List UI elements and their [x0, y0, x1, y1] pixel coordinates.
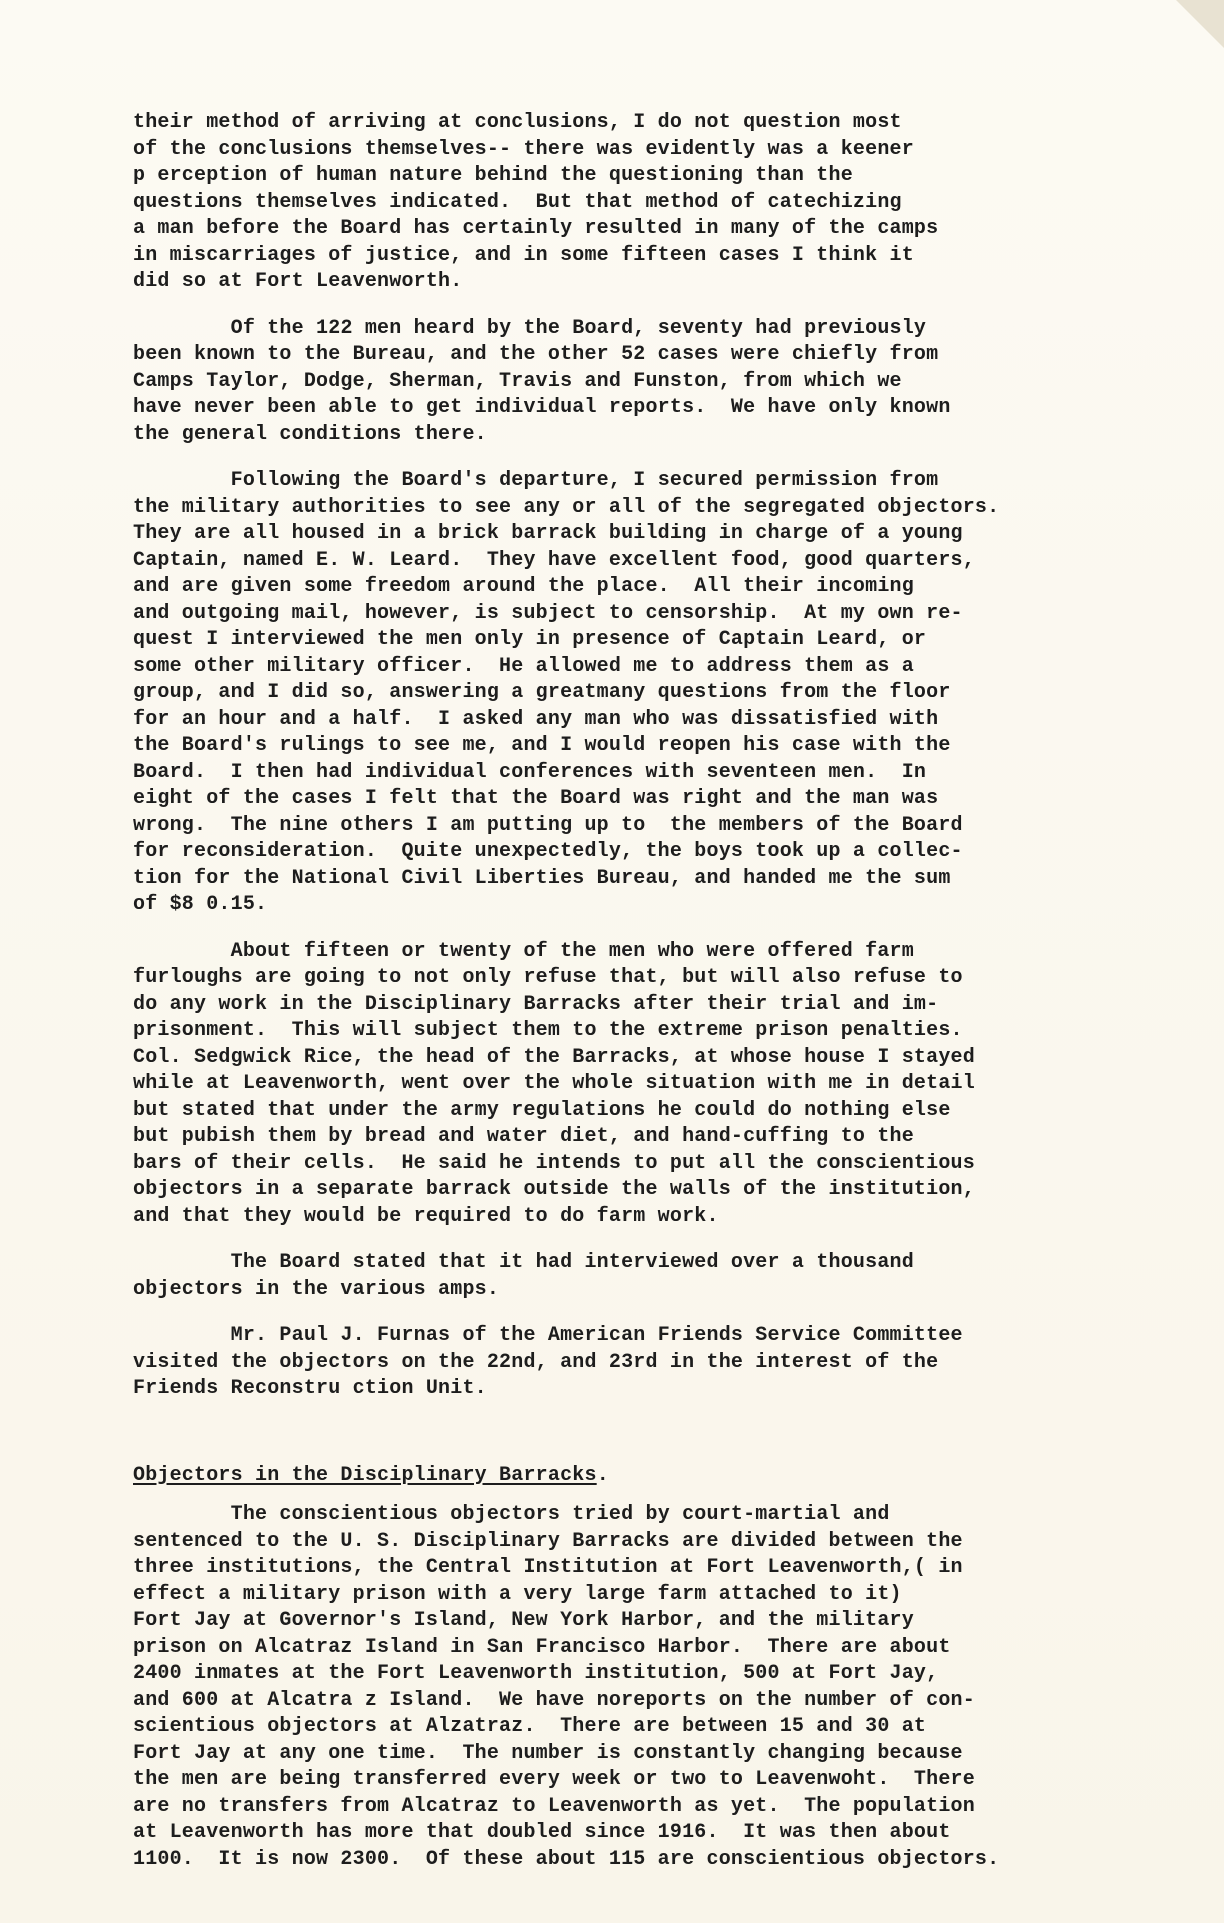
paragraph-conclusions: their method of arriving at conclusions, I do not question most of the conclusions themselves-- there was evidently was a keener p erception of human nature behind the questioning than the questions themselves indicated. But that method of catechizing a man before the Board has certainly resulted in many of the camps in miscarriages of justice, and in some fifteen cases I think it did so at Fort Leavenworth. [133, 111, 939, 293]
paragraph-furnas-visit: Mr. Paul J. Furnas of the American Friends Service Committee visited the objectors on the 22nd, and 23rd in the interest of the Friends Reconstru ction Unit. [133, 1324, 963, 1400]
section-heading-period: . [596, 1463, 609, 1487]
paragraph-board-departure: Following the Board's departure, I secured permission from the military authorities to see any or all of the segregated objectors. They are all housed in a brick barrack building in charge of a young Captain, named E. W. Leard. They have excellent food, good quarters, and are given some freedom around the place. All their incoming and outgoing mail, however, is subject to censorship. At my own re- quest I interviewed the men only in presence of Captain Leard, or some other military officer. He allowed me to address them as a group, and I did so, answering a greatmany questions from the floor for an hour and a half. I asked any man who was dissatisfied with the Board's rulings to see me, and I would reopen his case with the Board. I then had individual conferences with seventeen men. In eight of the cases I felt that the Board was right and the man was wrong. The nine others I am putting up to the members of the Board for reconsideration. Quite unexpectedly, the boys took up a collec- tion for the National Civil Liberties Bureau, and handed me the sum of $8 0.15. [133, 469, 1000, 916]
document-body [133, 110, 1183, 1873]
page-corner [1176, 0, 1224, 48]
paragraph-farm-furloughs: About fifteen or twenty of the men who were offered farm furloughs are going to not only refuse that, but will also refuse to do any work in the Disciplinary Barracks after their trial and im- prisonment. This will subject them to the extreme prison penalties. Col. Sedgwick Rice, the head of the Barracks, at whose house I stayed while at Leavenworth, went over the whole situation with me in detail but stated that under the army regulations he could do nothing else but pubish them by bread and water diet, and hand-cuffing to the bars of their cells. He said he intends to put all the conscientious objectors in a separate barrack outside the walls of the institution, and that they would be required to do farm work. [133, 939, 975, 1228]
paragraph-men-heard: Of the 122 men heard by the Board, seventy had previously been known to the Bureau, and the other 52 cases were chiefly from Camps Taylor, Dodge, Sherman, Travis and Funston, from which we have never been able to get individual reports. We have only known the general conditions there. [133, 316, 951, 446]
section-heading-text: Objectors in the Disciplinary Barracks [133, 1463, 597, 1487]
paragraph-board-interviews: The Board stated that it had interviewed over a thousand objectors in the various amps. [133, 1251, 914, 1301]
section-heading [133, 1463, 609, 1490]
paragraph-disciplinary-barracks: The conscientious objectors tried by court-martial and sentenced to the U. S. Disciplinary Barracks are divided between the three institutions, the Central Institution at Fort Leavenworth,( in effect a military prison with a very large farm attached to it) Fort Jay at Governor's Island, New York Harbor, and the military prison on Alcatraz Island in San Francisco Harbor. There are about 2400 inmates at the Fort Leavenworth institution, 500 at Fort Jay, and 600 at Alcatra z Island. We have noreports on the number of con- scientious objectors at Alzatraz. There are between 15 and 30 at Fort Jay at any one time. The number is constantly changing because the men are being transferred every week or two to Leavenwoht. There are no transfers from Alcatraz to Leavenworth as yet. The population at Leavenworth has more that doubled since 1916. It was then about 1100. It is now 2300. Of these about 115 are conscientious objectors. [133, 1503, 1000, 1871]
